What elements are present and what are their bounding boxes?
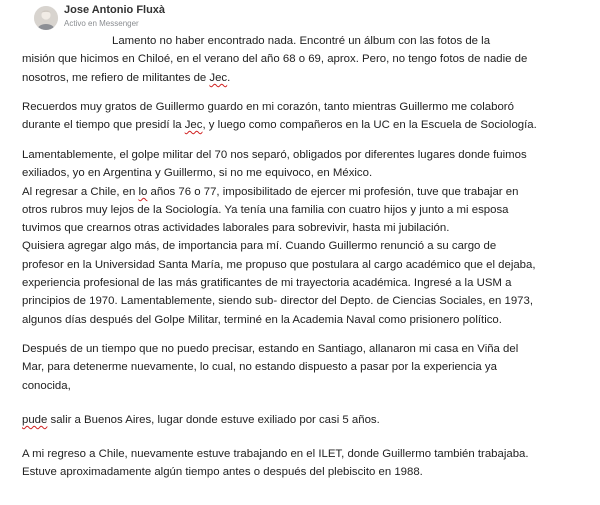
sender-name[interactable]: Jose Antonio Fluxà <box>64 4 166 16</box>
paragraph-line: principios de 1970. Lamentablemente, siendo sub- director del Depto. de Ciencias Sociales, en 1973, <box>22 295 533 307</box>
paragraph-line: durante el tiempo que presidí la Jec, y luego como compañeros en la UC en la Escuela de Sociología. <box>22 119 537 131</box>
paragraph-line: experiencia profesional de las más gratificantes de mi trayectoria académica. Ingresé a la USM a <box>22 277 512 289</box>
paragraph-line: algunos días después del Golpe Militar, terminé en la Academia Naval como prisionero político. <box>22 314 502 326</box>
paragraph-line: Después de un tiempo que no puedo precisar, estando en Santiago, allanaron mi casa en Viña del <box>22 343 519 355</box>
paragraph-line: exiliados, yo en Argentina y Guillermo, si no me equivoco, en México. <box>22 167 373 179</box>
spellcheck-underline: pude <box>22 414 48 426</box>
paragraph-line: profesor en la Universidad Santa María, me propuso que postulara al cargo académico que el dejaba, <box>22 259 536 271</box>
paragraph-line: Lamentablemente, el golpe militar del 70 nos separó, obligados por diferentes lugares donde fuimos <box>22 149 527 161</box>
avatar[interactable] <box>34 6 58 30</box>
paragraph-line: Al regresar a Chile, en lo años 76 o 77, imposibilitado de ejercer mi profesión, tuve que trabajar en <box>22 186 519 198</box>
paragraph-line: otros rubros muy lejos de la Sociología. Ya tenía una familia con cuatro hijos y junto a mi esposa <box>22 204 509 216</box>
paragraph-line: Quisiera agregar algo más, de importancia para mí. Cuando Guillermo renunció a su cargo de <box>22 240 497 252</box>
spellcheck-underline: lo <box>138 186 148 198</box>
paragraph-line: conocida, <box>22 380 71 392</box>
paragraph-line: Mar, para detenerme nuevamente, lo cual, no estando dispuesto a pasar por la experiencia ya <box>22 361 497 373</box>
paragraph-line: A mi regreso a Chile, nuevamente estuve trabajando en el ILET, donde Guillermo también trabajaba. <box>22 448 529 460</box>
spellcheck-underline: Jec <box>184 119 203 131</box>
spellcheck-underline: Jec <box>209 72 228 84</box>
paragraph-line: nosotros, me refiero de militantes de Jec. <box>22 72 231 84</box>
paragraph-line: Estuve aproximadamente algún tiempo antes o después del plebiscito en 1988. <box>22 466 423 478</box>
paragraph-line: Recuerdos muy gratos de Guillermo guardo en mi corazón, tanto mientras Guillermo me colaboró <box>22 101 514 113</box>
paragraph-line: tuvimos que crearnos otras actividades laborales para sobrevivir, hasta mi jubilación. <box>22 222 450 234</box>
paragraph-line: pude salir a Buenos Aires, lugar donde estuve exiliado por casi 5 años. <box>22 414 380 426</box>
sender-status: Activo en Messenger <box>64 19 139 28</box>
paragraph-line: misión que hicimos en Chiloé, en el verano del año 68 o 69, aprox. Pero, no tengo fotos de nadie de <box>22 53 528 65</box>
person-photo-icon <box>34 6 58 30</box>
paragraph-line: Lamento no haber encontrado nada. Encontré un álbum con las fotos de la <box>112 35 491 47</box>
